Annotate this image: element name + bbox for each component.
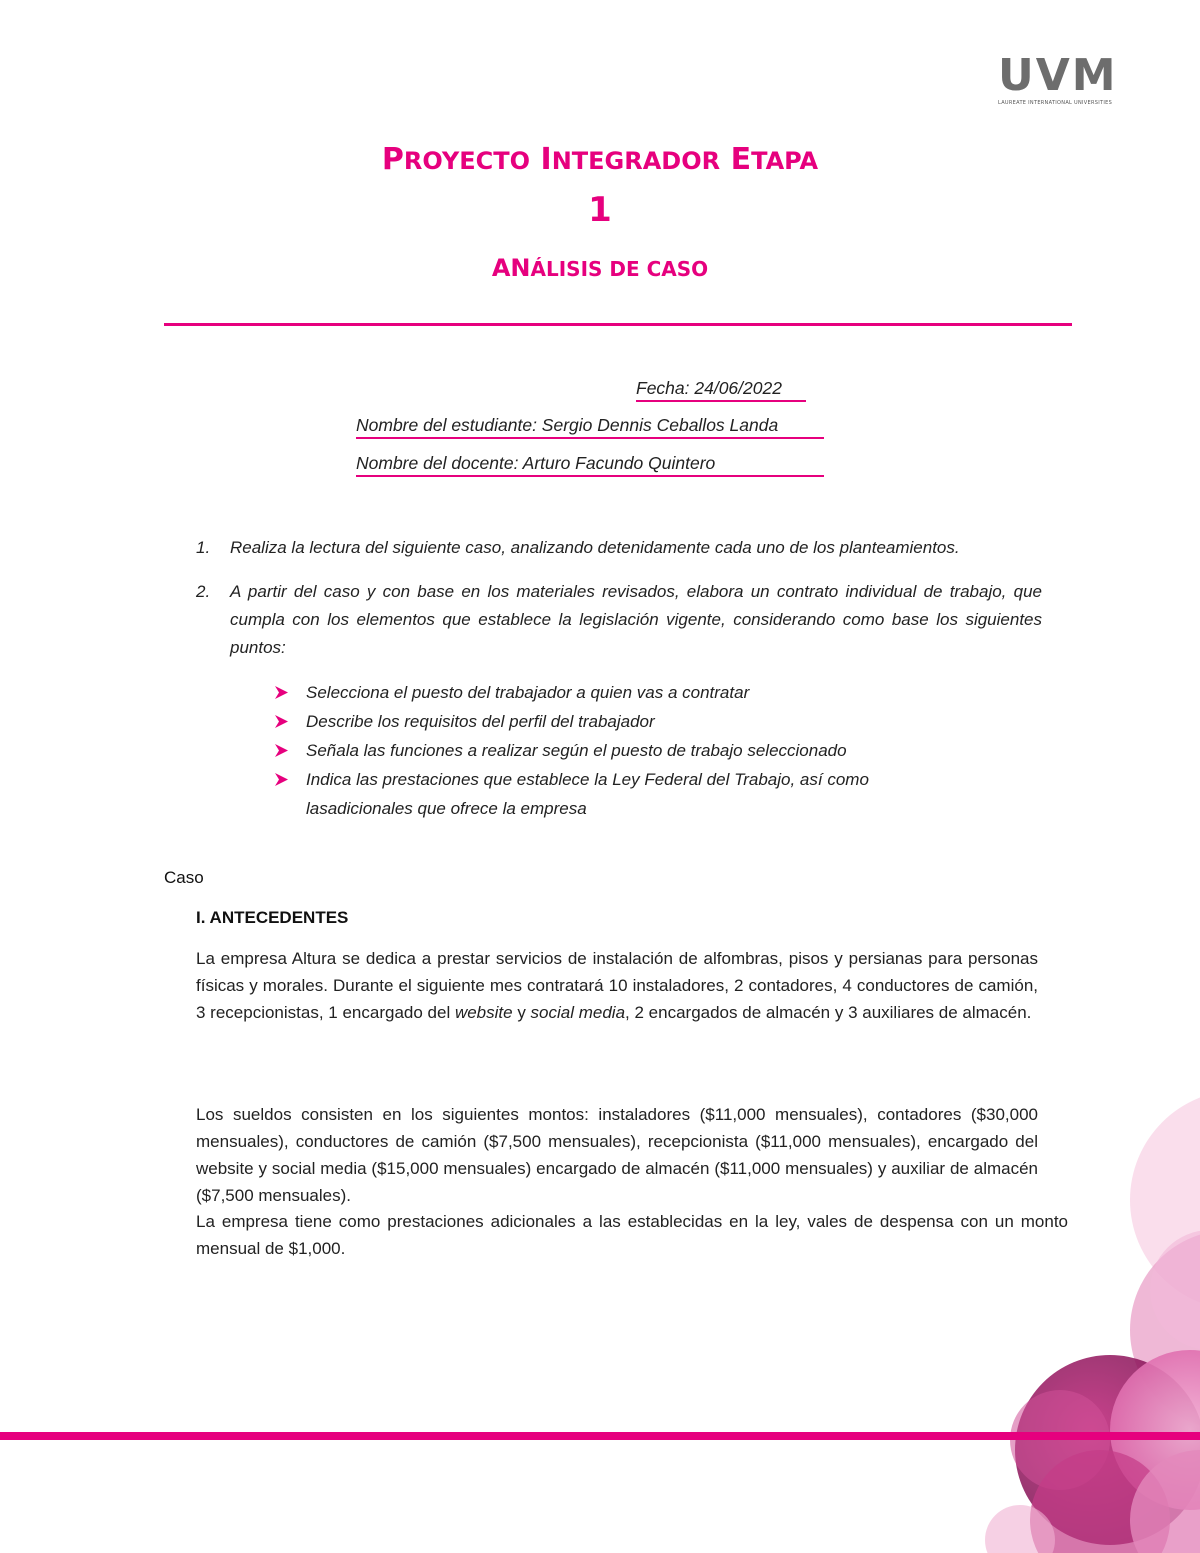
date-text: Fecha: 24/06/2022 bbox=[636, 378, 782, 398]
logo-tagline: LAUREATE INTERNATIONAL UNIVERSITIES bbox=[998, 100, 1113, 106]
p1-emphasis-website: website bbox=[454, 1003, 513, 1022]
section-title: I. ANTECEDENTES bbox=[196, 908, 349, 927]
case-paragraph-2: Los sueldos consisten en los siguientes montos: instaladores ($11,000 mensuales), contadores ($30,000 mensuales), conductores de camión ($7,500 mensuales), recepcionista ($11,000 mensuales), encargado del website y social media ($15,000 mensuales) encargado de almacén ($11,000 mensuales) y auxiliar de almacén ($7,500 mensuales). bbox=[196, 1105, 1038, 1205]
student-underline bbox=[356, 437, 824, 439]
bullet-text: Señala las funciones a realizar según el puesto de trabajo seleccionado bbox=[306, 741, 847, 760]
stage-number: 1 bbox=[588, 190, 612, 230]
bullet-text: Indica las prestaciones que establece la Ley Federal del Trabajo, así como lasadicionales que ofrece la empresa bbox=[306, 770, 869, 818]
teacher-underline bbox=[356, 475, 824, 477]
p1-part-c: , 2 encargados de almacén y 3 auxiliares de almacén. bbox=[625, 1003, 1032, 1022]
logo-text: UVM bbox=[998, 50, 1118, 101]
date-underline bbox=[636, 400, 806, 402]
title-cap-1: P bbox=[381, 142, 404, 177]
arrow-bullet-icon bbox=[274, 714, 289, 729]
bullet-list bbox=[270, 678, 970, 823]
student-name-field bbox=[356, 415, 824, 436]
instruction-text: A partir del caso y con base en los materiales revisados, elabora un contrato individual de trabajo, que cumpla con los elementos que establece la legislación vigente, considerando como base los siguientes puntos: bbox=[230, 582, 1042, 657]
footer-accent-band bbox=[0, 1432, 1200, 1440]
document-subtitle bbox=[300, 254, 900, 282]
bullet-text: Selecciona el puesto del trabajador a quien vas a contratar bbox=[306, 683, 750, 702]
subtitle-rest: ÁLISIS DE CASO bbox=[530, 257, 709, 281]
title-cap-2: I bbox=[540, 142, 552, 177]
arrow-bullet-icon bbox=[274, 772, 289, 787]
arrow-bullet-icon bbox=[274, 743, 289, 758]
instruction-item bbox=[196, 534, 1042, 562]
p1-part-a: La empresa Altura se dedica a prestar servicios de instalación de alfombras, pisos y persianas para personas físicas y morales. Durante el siguiente mes contratará 10 instaladores, 2 contadores, 4 conductores de camión, 3 recepcionistas, 1 encargado del bbox=[196, 949, 1038, 1022]
student-name-text: Nombre del estudiante: Sergio Dennis Ceballos Landa bbox=[356, 415, 779, 435]
title-word-3: TAPA bbox=[751, 147, 819, 175]
p1-part-b: y bbox=[512, 1003, 531, 1022]
instruction-number: 2. bbox=[196, 582, 211, 601]
teacher-name-text: Nombre del docente: Arturo Facundo Quintero bbox=[356, 453, 716, 473]
bullet-item bbox=[270, 707, 970, 736]
title-cap-3: E bbox=[730, 142, 752, 177]
instruction-item bbox=[196, 578, 1042, 662]
case-label: Caso bbox=[164, 868, 204, 887]
case-paragraph-1 bbox=[196, 945, 1038, 1026]
bullet-text: Describe los requisitos del perfil del trabajador bbox=[306, 712, 655, 731]
teacher-name-field bbox=[356, 453, 824, 474]
bullet-item bbox=[270, 765, 926, 823]
uvm-logo bbox=[998, 50, 1122, 106]
title-word-1: ROYECTO bbox=[403, 147, 531, 175]
instruction-text: Realiza la lectura del siguiente caso, analizando detenidamente cada uno de los planteamientos. bbox=[230, 538, 960, 557]
bullet-item bbox=[270, 736, 970, 765]
document-title bbox=[300, 142, 900, 177]
bullet-item bbox=[270, 678, 970, 707]
title-word-2: NTEGRADOR bbox=[551, 147, 721, 175]
p1-emphasis-social-media: social media bbox=[530, 1003, 626, 1022]
arrow-bullet-icon bbox=[274, 685, 289, 700]
header-divider bbox=[164, 323, 1072, 326]
subtitle-cap: AN bbox=[491, 254, 531, 282]
case-paragraph-3: La empresa tiene como prestaciones adicionales a las establecidas en la ley, vales de despensa con un monto mensual de $1,000. bbox=[196, 1212, 1068, 1258]
date-field bbox=[636, 378, 806, 399]
instruction-number: 1. bbox=[196, 538, 211, 557]
